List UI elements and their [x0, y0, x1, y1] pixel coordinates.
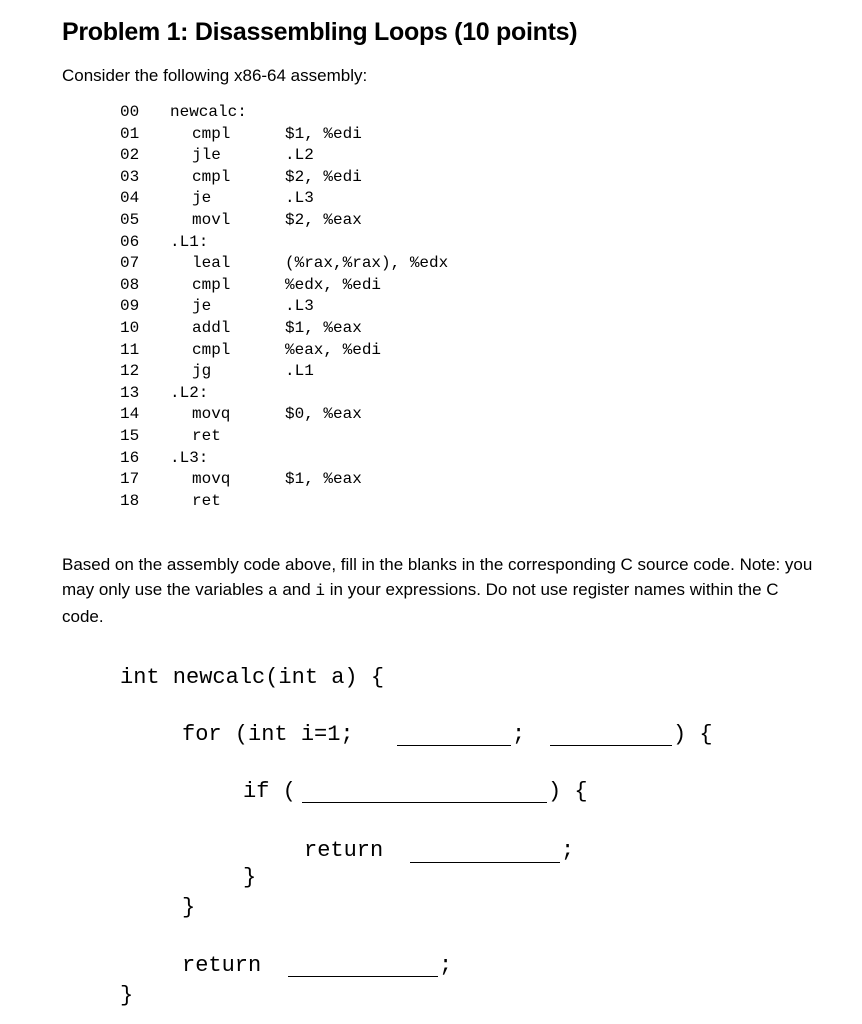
asm-opcode: je — [192, 297, 212, 316]
asm-line-number: 18 — [120, 491, 140, 510]
asm-operands: .L3 — [285, 297, 314, 316]
variable-i: i — [315, 582, 326, 600]
asm-label: newcalc: — [170, 103, 247, 121]
if-statement-end: ) { — [548, 779, 588, 804]
asm-line-number: 02 — [120, 146, 140, 165]
asm-opcode: cmpl — [192, 167, 231, 186]
asm-operands: $1, %eax — [285, 470, 362, 489]
asm-line-number: 08 — [120, 275, 140, 294]
asm-label: .L2: — [170, 383, 209, 402]
for-loop-close-paren: ) { — [673, 722, 713, 747]
asm-operands: .L1 — [285, 362, 314, 381]
asm-line-number: 00 — [120, 103, 140, 121]
asm-operands: $2, %edi — [285, 167, 362, 186]
asm-operands: $0, %eax — [285, 405, 362, 424]
asm-line-number: 09 — [120, 297, 140, 316]
asm-operands: %edx, %edi — [285, 275, 382, 294]
asm-opcode: cmpl — [192, 275, 231, 294]
asm-label: .L3: — [170, 448, 209, 467]
asm-line-number: 01 — [120, 124, 140, 143]
asm-opcode: jg — [192, 362, 212, 381]
asm-opcode: movq — [192, 405, 231, 424]
asm-line-number: 03 — [120, 167, 140, 186]
function-close-brace: } — [120, 983, 134, 1008]
blank-outer-return-value[interactable] — [288, 976, 438, 977]
asm-opcode: ret — [192, 427, 221, 445]
asm-opcode: ret — [192, 491, 221, 510]
instructions-paragraph — [62, 552, 822, 629]
instructions-text-1: Based on the assembly code above, fill in the blanks in the corresponding C source code. Note: you may only use the variables — [62, 555, 813, 599]
asm-line-number: 14 — [120, 405, 140, 424]
asm-operands: .L2 — [285, 146, 314, 165]
asm-opcode: addl — [192, 319, 231, 337]
asm-opcode: movl — [192, 211, 231, 229]
asm-line-number: 11 — [120, 340, 140, 359]
asm-opcode: leal — [192, 254, 231, 273]
if-statement-start: if ( — [243, 779, 296, 804]
blank-loop-condition[interactable] — [397, 745, 511, 746]
asm-opcode: cmpl — [192, 124, 231, 143]
blank-inner-return-value[interactable] — [410, 862, 560, 863]
asm-line-number: 15 — [120, 427, 140, 445]
outer-return-keyword: return — [182, 953, 262, 978]
inner-return-keyword: return — [304, 838, 384, 863]
blank-if-condition[interactable] — [302, 802, 547, 803]
for-loop-init: for (int i=1; — [182, 722, 354, 747]
asm-line-number: 10 — [120, 319, 140, 337]
asm-line-number: 12 — [120, 362, 140, 381]
asm-opcode: je — [192, 189, 212, 208]
asm-label: .L1: — [170, 232, 209, 251]
asm-line-number: 06 — [120, 232, 140, 251]
asm-opcode: movq — [192, 470, 231, 489]
function-signature: int newcalc(int a) { — [120, 665, 385, 690]
intro-text: Consider the following x86-64 assembly: — [62, 66, 368, 85]
variable-a: a — [268, 582, 278, 600]
asm-operands: .L3 — [285, 189, 314, 208]
if-close-brace: } — [243, 865, 257, 890]
problem-title: Problem 1: Disassembling Loops (10 points) — [62, 18, 578, 46]
asm-line-number: 17 — [120, 470, 140, 489]
outer-return-semicolon: ; — [439, 953, 453, 978]
blank-loop-update[interactable] — [550, 745, 672, 746]
asm-operands: %eax, %edi — [285, 340, 382, 359]
instructions-text-3: in your expressions. Do not use register names within the C code. — [62, 580, 779, 626]
asm-operands: $2, %eax — [285, 211, 362, 229]
asm-opcode: jle — [192, 146, 221, 165]
inner-return-semicolon: ; — [561, 838, 575, 863]
instructions-text-2: and — [277, 580, 316, 599]
asm-operands: $1, %eax — [285, 319, 362, 337]
asm-operands: $1, %edi — [285, 124, 362, 143]
for-loop-semicolon: ; — [512, 722, 526, 747]
asm-opcode: cmpl — [192, 340, 231, 359]
asm-line-number: 13 — [120, 383, 140, 402]
asm-line-number: 05 — [120, 211, 140, 229]
for-close-brace: } — [182, 895, 196, 920]
asm-line-number: 16 — [120, 448, 140, 467]
asm-line-number: 07 — [120, 254, 140, 273]
asm-line-number: 04 — [120, 189, 140, 208]
asm-operands: (%rax,%rax), %edx — [285, 254, 449, 273]
